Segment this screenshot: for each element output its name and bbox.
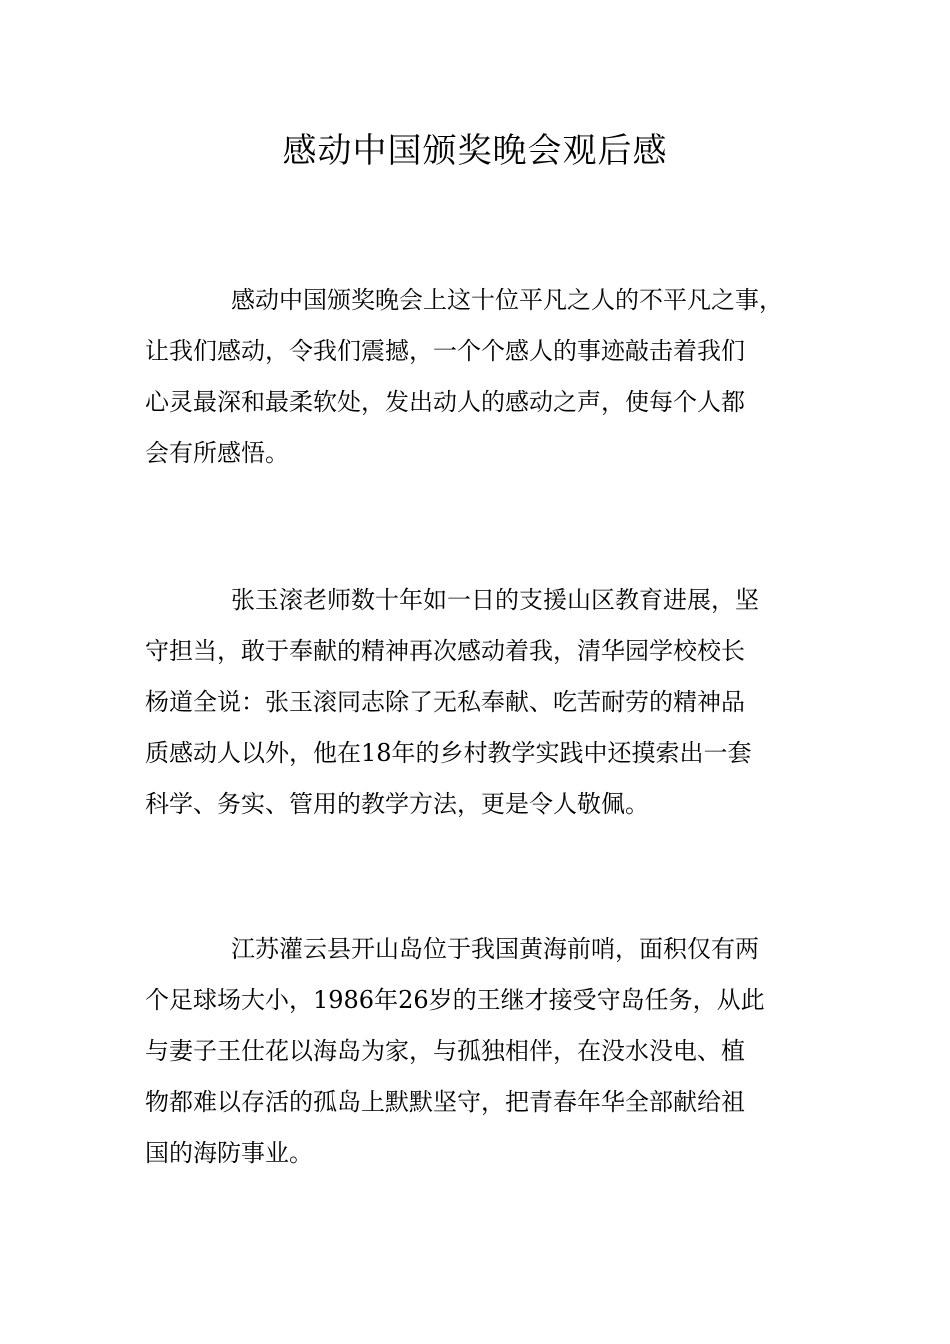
paragraph-line: 国的海防事业。 — [145, 1139, 313, 1167]
paragraph-line: 感动中国颁奖晚会上这十位平凡之人的不平凡之事， — [231, 286, 783, 314]
paragraph-line: 守担当，敢于奉献的精神再次感动着我，清华园学校校长 — [145, 637, 745, 665]
paragraph-line: 质感动人以外，他在18年的乡村教学实践中还摸索出一套 — [145, 739, 752, 767]
paragraph-line: 会有所感悟。 — [145, 439, 289, 467]
paragraph-line: 与妻子王仕花以海岛为家，与孤独相伴，在没水没电、植 — [145, 1037, 745, 1065]
paragraph-line: 心灵最深和最柔软处，发出动人的感动之声，使每个人都 — [145, 388, 745, 416]
paragraph-line: 江苏灌云县开山岛位于我国黄海前哨，面积仅有两 — [231, 935, 759, 963]
paragraph-line: 个足球场大小，1986年26岁的王继才接受守岛任务，从此 — [145, 986, 765, 1014]
document-title: 感动中国颁奖晚会观后感 — [282, 131, 668, 171]
paragraph-line: 张玉滚老师数十年如一日的支援山区教育进展，坚 — [231, 586, 759, 614]
paragraph — [145, 924, 815, 1179]
paragraph-line: 杨道全说：张玉滚同志除了无私奉献、吃苦耐劳的精神品 — [145, 688, 745, 716]
paragraph-line: 物都难以存活的孤岛上默默坚守，把青春年华全部献给祖 — [145, 1088, 745, 1116]
paragraph — [145, 275, 815, 479]
paragraph — [145, 575, 815, 830]
paragraph-line: 让我们感动，令我们震撼，一个个感人的事迹敲击着我们 — [145, 337, 745, 365]
paragraph-line: 科学、务实、管用的教学方法，更是令人敬佩。 — [145, 790, 649, 818]
